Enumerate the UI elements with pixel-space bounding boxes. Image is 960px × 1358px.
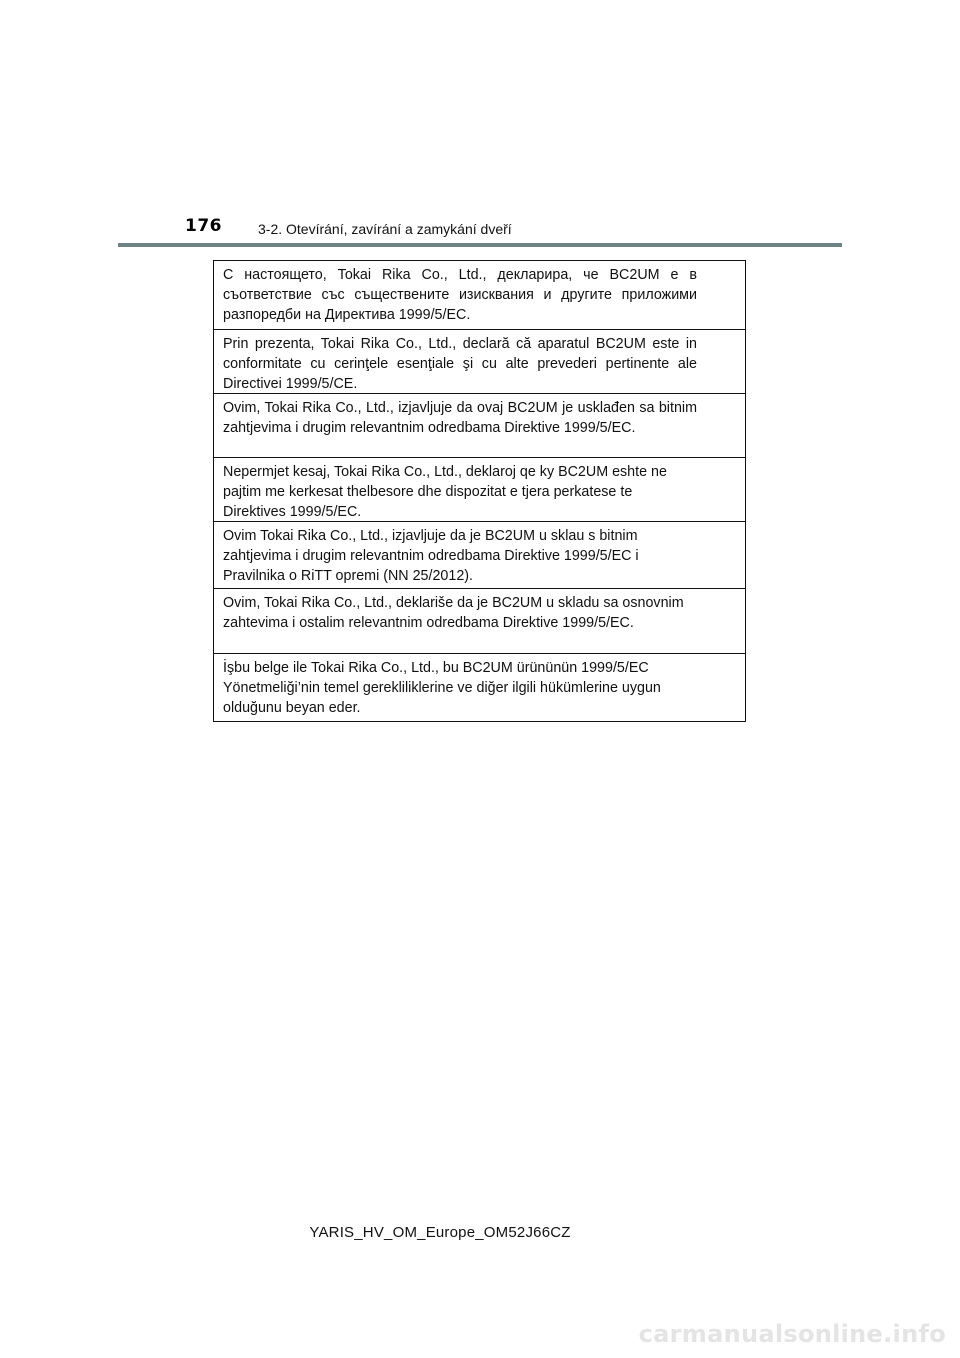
section-title: 3-2. Otevírání, zavírání a zamykání dveří xyxy=(258,221,512,237)
document-code: YARIS_HV_OM_Europe_OM52J66CZ xyxy=(309,1224,571,1241)
declaration-montenegrin: Ovim Tokai Rika Co., Ltd., izjavljuje da je BC2UM u sklau s bitnim zahtjevima i drugim relevantnim odredbama Direktive 1999/5/EC i Pravilnika o RiTT opremi (NN 25/2012). xyxy=(214,521,745,588)
page-number: 176 xyxy=(185,216,222,236)
declaration-croatian: Ovim, Tokai Rika Co., Ltd., izjavljuje da ovaj BC2UM je usklađen sa bitnim zahtjevima i drugim relevantnim odredbama Direktive 1999/5/EC. xyxy=(214,393,745,457)
declaration-serbian: Ovim, Tokai Rika Co., Ltd., deklariše da je BC2UM u skladu sa osnovnim zahtevima i ostalim relevantnim odredbama Direktive 1999/5/EC. xyxy=(214,588,745,653)
declaration-albanian: Nepermjet kesaj, Tokai Rika Co., Ltd., deklaroj qe ky BC2UM eshte ne pajtim me kerkesat thelbesore dhe dispozitat e tjera perkatese te Direktives 1999/5/EC. xyxy=(214,457,745,521)
declaration-turkish: İşbu belge ile Tokai Rika Co., Ltd., bu BC2UM ürününün 1999/5/EC Yönetmeliği’nin temel gerekliliklerine ve diğer ilgili hükümlerine uygun olduğunu beyan eder. xyxy=(214,653,745,721)
watermark: carmanualsonline.info xyxy=(638,1320,946,1348)
footer xyxy=(0,1224,960,1241)
header-divider xyxy=(118,243,842,247)
declaration-bulgarian: С настоящето, Tokai Rika Co., Ltd., декларира, че BC2UM е в съответствие със съществените изисквания и другите приложими разпоредби на Директива 1999/5/EC. xyxy=(223,267,697,323)
declaration-table xyxy=(213,260,746,722)
declaration-romanian: Prin prezenta, Tokai Rika Co., Ltd., declară că aparatul BC2UM este in conformitate cu cerinţele esenţiale şi cu alte prevederi pertinente ale Directivei 1999/5/CE. xyxy=(214,329,745,393)
